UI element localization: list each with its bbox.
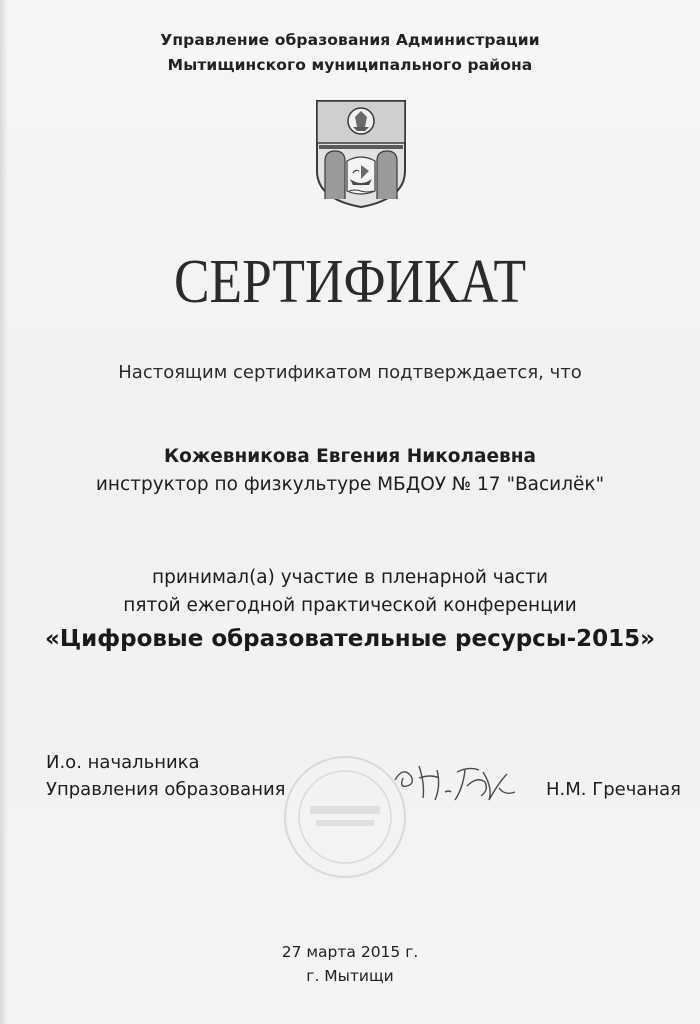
signer-name: Н.М. Гречаная xyxy=(546,779,681,800)
certificate-intro: Настоящим сертификатом подтверждается, что xyxy=(118,362,582,383)
participation-line-1: принимал(а) участие в пленарной части xyxy=(151,567,548,588)
certificate-title: СЕРТИФИКАТ xyxy=(173,248,527,316)
issue-city: г. Мытищи xyxy=(306,967,394,985)
recipient-position: инструктор по физкультуре МБДОУ № 17 "Василёк" xyxy=(95,474,605,495)
participation-line-2: пятой ежегодной практической конференции xyxy=(123,595,577,616)
coat-of-arms-icon xyxy=(315,99,407,209)
handwritten-signature-icon xyxy=(385,752,525,812)
conference-name: «Цифровые образовательные ресурсы-2015» xyxy=(44,626,656,652)
scan-edge-shadow xyxy=(0,0,8,1024)
issue-date: 27 марта 2015 г. xyxy=(281,943,419,961)
signer-role-line-2: Управления образования xyxy=(46,779,286,800)
issuer-line-2: Мытищинского муниципального района xyxy=(167,56,533,74)
signer-role-line-1: И.о. начальника xyxy=(46,752,200,773)
recipient-name: Кожевникова Евгения Николаевна xyxy=(163,446,537,467)
issuer-line-1: Управление образования Администрации xyxy=(160,31,540,49)
